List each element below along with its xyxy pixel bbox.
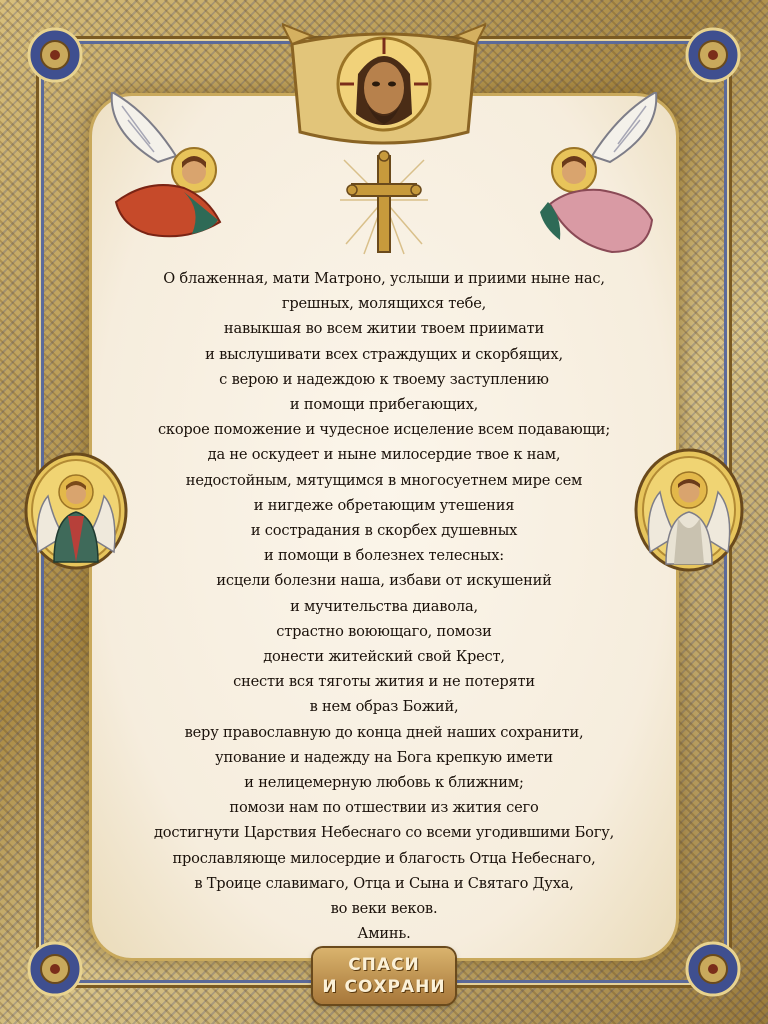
prayer-line: упование и надежду на Бога крепкую имети <box>215 748 553 766</box>
prayer-line: и сострадания в скорбех душевных <box>250 522 518 540</box>
prayer-line: веру православную до конца дней наших сохранити, <box>184 723 584 741</box>
prayer-line: исцели болезни наша, избави от искушений <box>216 572 552 590</box>
cross-icon <box>340 150 428 258</box>
corner-rosette-icon <box>678 934 748 1004</box>
archangel-medallion-icon <box>24 452 128 570</box>
prayer-line: и помощи прибегающих, <box>289 396 479 414</box>
corner-rosette-icon <box>678 20 748 90</box>
prayer-line: недостойным, мятущимся в многосуетнем мире сем <box>185 471 583 489</box>
mandylion-icon <box>282 14 486 164</box>
prayer-line: с верою и надеждою к твоему заступлению <box>219 370 549 388</box>
prayer-line: страстно воюющаго, помози <box>276 622 492 640</box>
prayer-line: да не оскудеет и ныне милосердие твое к нам, <box>207 446 561 464</box>
prayer-line: помози нам по отшествии из жития сего <box>229 799 539 817</box>
prayer-line: во веки веков. <box>330 900 438 918</box>
prayer-line: грешных, молящихся тебе, <box>281 295 487 313</box>
corner-rosette-icon <box>20 20 90 90</box>
prayer-line: Аминь. <box>357 925 411 943</box>
prayer-line: и нигдеже обретающим утешения <box>253 496 515 514</box>
prayer-line: достигнути Царствия Небеснаго со всеми угодившими Богу, <box>153 824 615 842</box>
prayer-line: прославляюще милосердие и благость Отца Небеснаго, <box>172 849 596 867</box>
corner-rosette-icon <box>20 934 90 1004</box>
badge-line-1: СПАСИ <box>348 955 420 975</box>
prayer-line: донести житейский свой Крест, <box>263 648 505 666</box>
prayer-line: в нем образ Божий, <box>309 698 459 716</box>
prayer-line: и выслушивати всех страждущих и скорбящих, <box>205 345 563 363</box>
prayer-line: снести вся тяготы жития и не потеряти <box>233 673 535 691</box>
prayer-line: и мучительства диавола, <box>290 597 478 615</box>
prayer-line: и помощи в болезнех телесных: <box>264 547 504 565</box>
prayer-line: навыкшая во всем житии твоем приимати <box>223 320 545 338</box>
prayer-line: скорое поможение и чудесное исцеление всем подавающи; <box>157 421 611 439</box>
prayer-text <box>130 266 638 946</box>
bottom-badge <box>313 948 455 1004</box>
angel-icon <box>88 92 238 252</box>
prayer-line: О блаженная, мати Матроно, услыши и приими ныне нас, <box>163 270 605 287</box>
prayer-line: в Троице славимаго, Отца и Сына и Святаго Духа, <box>194 874 574 892</box>
angel-icon <box>530 92 680 262</box>
prayer-line: и нелицемерную любовь к ближним; <box>244 774 524 792</box>
archangel-medallion-icon <box>634 448 744 572</box>
badge-line-2: И СОХРАНИ <box>322 977 446 997</box>
